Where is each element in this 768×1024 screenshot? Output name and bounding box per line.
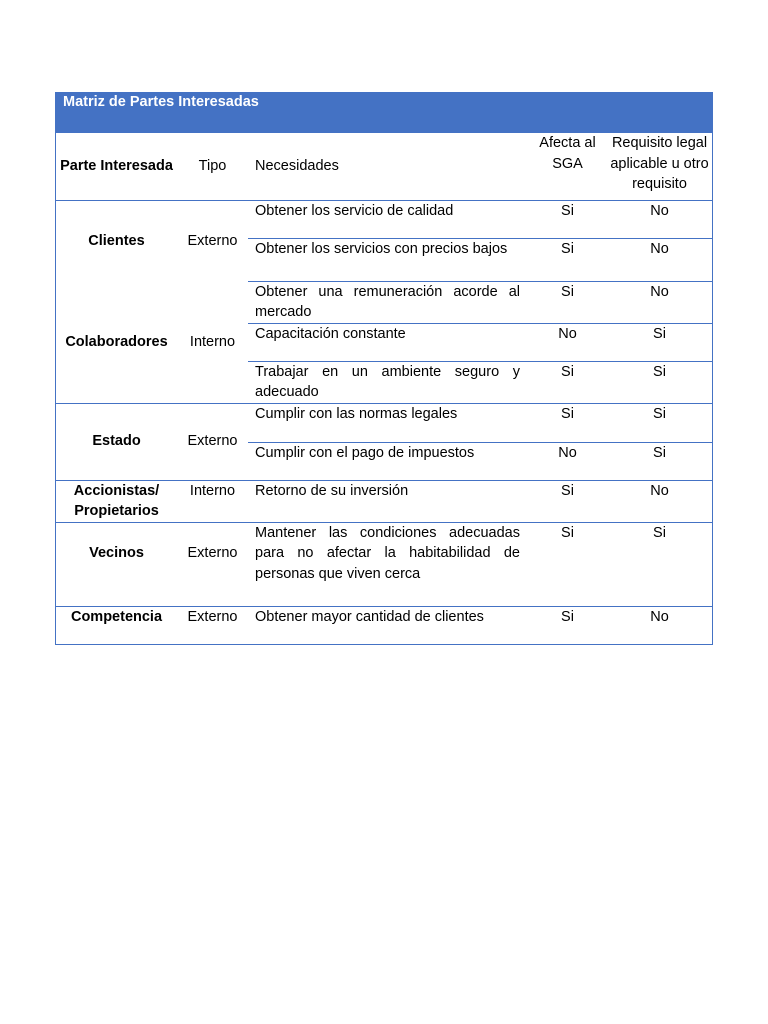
need-cell: Retorno de su inversión xyxy=(248,480,528,522)
header-row xyxy=(56,133,712,200)
party-cell: Estado xyxy=(56,403,177,480)
legal-cell: No xyxy=(607,238,712,281)
sga-cell: Si xyxy=(528,200,607,238)
type-cell: Externo xyxy=(177,606,248,644)
matrix-title: Matriz de Partes Interesadas xyxy=(56,93,712,133)
type-cell: Interno xyxy=(177,480,248,522)
need-cell: Capacitación constante xyxy=(248,323,528,361)
sga-cell: Si xyxy=(528,361,607,403)
need-cell: Obtener mayor cantidad de clientes xyxy=(248,606,528,644)
header-legal-requirement: Requisito legal aplicable u otro requisito xyxy=(610,135,709,192)
table-row xyxy=(56,403,712,442)
table-row xyxy=(56,480,712,522)
stakeholder-table xyxy=(56,133,712,644)
sga-cell: Si xyxy=(528,403,607,442)
need-cell: Obtener los servicios con precios bajos xyxy=(248,238,528,281)
sga-cell: No xyxy=(528,442,607,480)
sga-cell: Si xyxy=(528,238,607,281)
legal-cell: Si xyxy=(607,323,712,361)
type-cell: Interno xyxy=(189,333,236,350)
need-cell: Obtener los servicio de calidad xyxy=(248,200,528,238)
table-row xyxy=(56,200,712,238)
sga-cell: Si xyxy=(528,480,607,522)
legal-cell: No xyxy=(607,480,712,522)
sga-cell: Si xyxy=(528,281,607,323)
party-cell: Vecinos xyxy=(56,522,177,606)
sga-cell: No xyxy=(528,323,607,361)
sga-cell: Si xyxy=(528,606,607,644)
legal-cell: Si xyxy=(607,442,712,480)
header-type: Tipo xyxy=(198,158,227,174)
header-affects-sga: Afecta al SGA xyxy=(539,135,596,172)
type-cell: Externo xyxy=(177,522,248,606)
need-cell: Cumplir con el pago de impuestos xyxy=(248,442,528,480)
legal-cell: Si xyxy=(607,522,712,606)
legal-cell: No xyxy=(607,200,712,238)
legal-cell: Si xyxy=(607,361,712,403)
type-cell: Externo xyxy=(177,200,248,281)
need-cell: Trabajar en un ambiente seguro y adecuado xyxy=(248,361,528,403)
type-cell: Externo xyxy=(177,403,248,480)
legal-cell: Si xyxy=(607,403,712,442)
table-row xyxy=(56,281,712,323)
header-needs: Necesidades xyxy=(255,158,339,174)
party-cell: Competencia xyxy=(56,606,177,644)
need-cell: Mantener las condiciones adecuadas para no afectar la habitabilidad de personas que viven cerca xyxy=(248,522,528,606)
party-cell: Clientes xyxy=(56,200,177,281)
need-cell: Cumplir con las normas legales xyxy=(248,403,528,442)
table-row xyxy=(56,606,712,644)
legal-cell: No xyxy=(607,281,712,323)
table-row xyxy=(56,522,712,606)
legal-cell: No xyxy=(607,606,712,644)
need-cell: Obtener una remuneración acorde al mercado xyxy=(248,281,528,323)
stakeholder-matrix xyxy=(55,92,713,645)
party-cell: Colaboradores xyxy=(65,333,168,350)
sga-cell: Si xyxy=(528,522,607,606)
party-cell: Accionistas/ Propietarios xyxy=(56,480,177,522)
header-party: Parte Interesada xyxy=(60,158,173,174)
